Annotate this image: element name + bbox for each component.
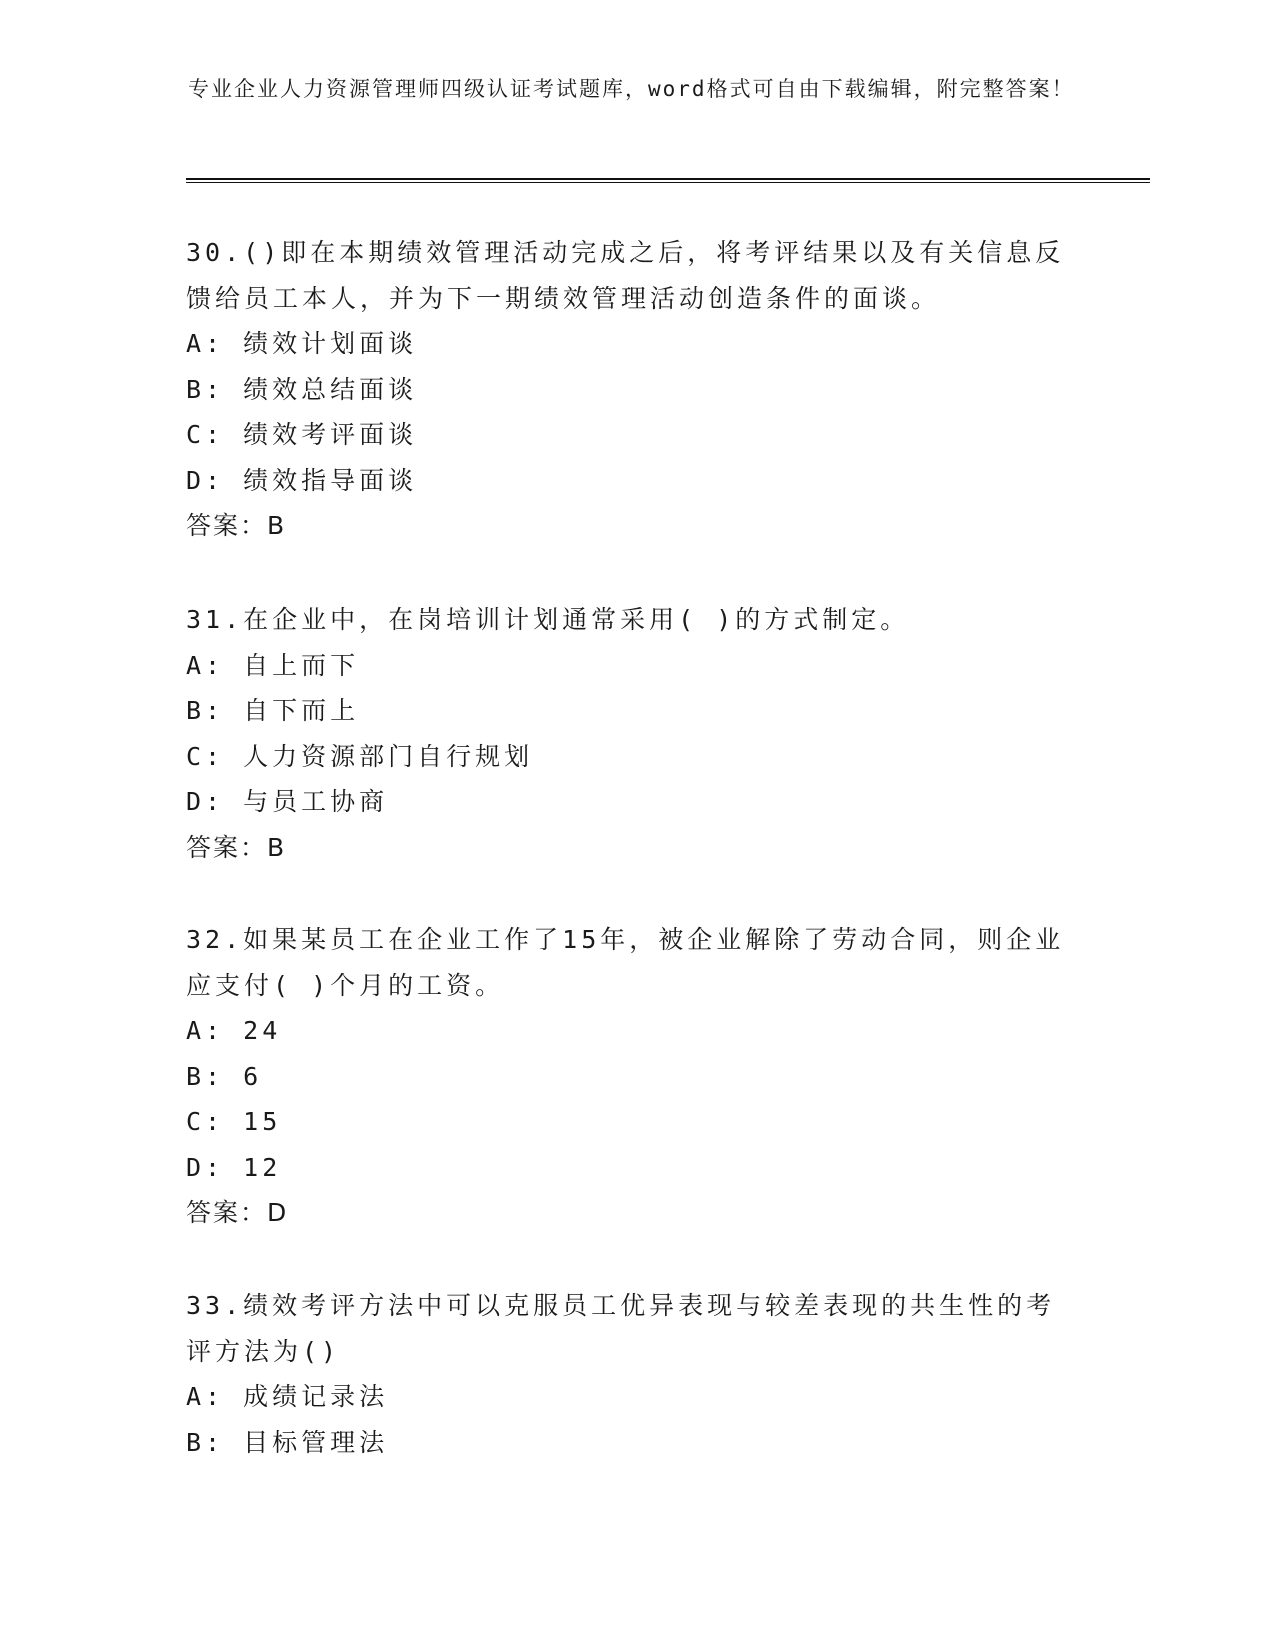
question-31: [186, 597, 1086, 870]
option-c: C: 人力资源部门自行规划: [186, 741, 534, 771]
option-c: C: 15: [186, 1107, 282, 1136]
question-stem: 33.绩效考评方法中可以克服员工优异表现与较差表现的共生性的考评方法为(): [186, 1291, 1056, 1366]
question-stem: 32.如果某员工在企业工作了15年，被企业解除了劳动合同，则企业应支付( )个月的工资。: [186, 925, 1065, 1000]
question-32: [186, 917, 1086, 1236]
question-33: [186, 1283, 1086, 1465]
option-a: A: 成绩记录法: [186, 1382, 389, 1411]
option-a: A: 绩效计划面谈: [186, 329, 418, 358]
option-b: B: 绩效总结面谈: [186, 374, 418, 404]
answer: 答案：D: [186, 1198, 289, 1227]
header-divider-thick: [186, 178, 1150, 180]
option-d: D: 与员工协商: [186, 787, 389, 816]
question-30: [186, 230, 1086, 549]
header-divider-thin: [186, 182, 1150, 183]
option-b: B: 自下而上: [186, 696, 360, 725]
option-d: D: 绩效指导面谈: [186, 465, 418, 495]
option-d: D: 12: [186, 1152, 282, 1182]
option-c: C: 绩效考评面谈: [186, 420, 418, 449]
question-stem: 31.在企业中，在岗培训计划通常采用( )的方式制定。: [186, 605, 910, 634]
question-stem: 30.()即在本期绩效管理活动完成之后，将考评结果以及有关信息反馈给员工本人，并为下一期绩效管理活动创造条件的面谈。: [186, 238, 1065, 313]
answer: 答案：B: [186, 511, 287, 540]
option-a: A: 自上而下: [186, 650, 360, 680]
option-b: B: 6: [186, 1061, 263, 1091]
document-header: 专业企业人力资源管理师四级认证考试题库，word格式可自由下载编辑，附完整答案！: [188, 77, 1075, 101]
option-a: A: 24: [186, 1016, 282, 1045]
option-b: B: 目标管理法: [186, 1427, 389, 1457]
answer: 答案：B: [186, 832, 287, 862]
